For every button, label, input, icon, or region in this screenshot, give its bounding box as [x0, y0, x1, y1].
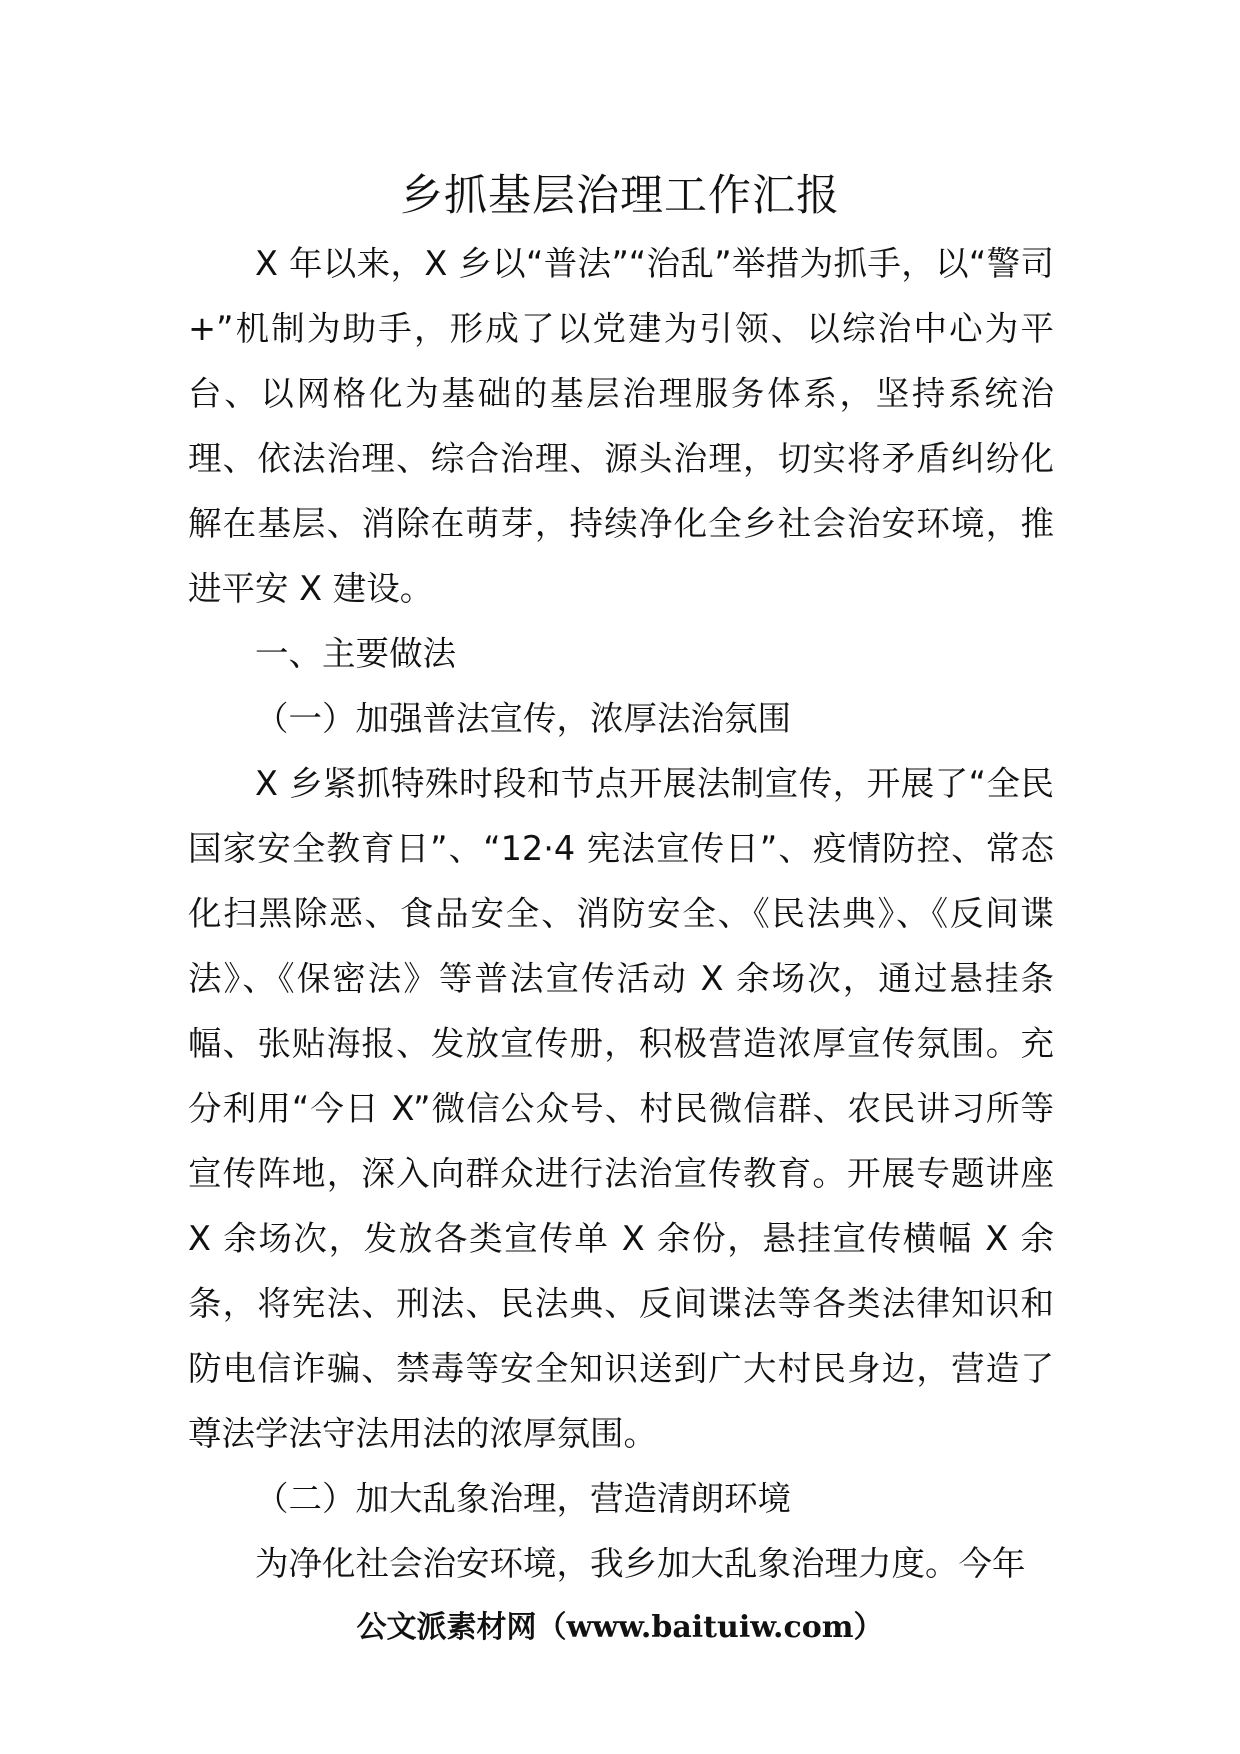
disorder-governance-paragraph: 为净化社会治安环境，我乡加大乱象治理力度。今年	[255, 1544, 1026, 1583]
document-title: 乡抓基层治理工作汇报	[400, 171, 840, 221]
intro-paragraph: X 年以来，X 乡以“普法”“治乱”举措为抓手，以“警司+”机制为助手，形成了以党建为引领、以综治中心为平台、以网格化为基础的基层治理服务体系，坚持系统治理、依法治理、综合治理、源头治理，切实将矛盾纠纷化解在基层、消除在萌芽，持续净化全乡社会治安环境，推进平安 X 建设。	[188, 244, 1054, 608]
legal-publicity-paragraph: X 乡紧抓特殊时段和节点开展法制宣传，开展了“全民国家安全教育日”、“12·4 宪法宣传日”、疫情防控、常态化扫黑除恶、食品安全、消防安全、《民法典》、《反间谍法》、《保密法》等普法宣传活动 X 余场次，通过悬挂条幅、张贴海报、发放宣传册，积极营造浓厚宣传氛围。充分利用“今日 X”微信公众号、村民微信群、农民讲习所等宣传阵地，深入向群众进行法治宣传教育。开展专题讲座 X 余场次，发放各类宣传单 X 余份，悬挂宣传横幅 X 余条，将宪法、刑法、民法典、反间谍法等各类法律知识和防电信诈骗、禁毒等安全知识送到广大村民身边，营造了尊法学法守法用法的浓厚氛围。	[188, 764, 1054, 1453]
document-body	[188, 231, 1054, 1596]
section-heading-main-practices: 一、主要做法	[255, 634, 456, 673]
subsection-heading-disorder-governance: （二）加大乱象治理，营造清朗环境	[255, 1479, 791, 1518]
source-watermark: 公文派素材网（www.baituiw.com）	[356, 1610, 884, 1645]
subsection-heading-legal-publicity: （一）加强普法宣传，浓厚法治氛围	[255, 699, 791, 738]
